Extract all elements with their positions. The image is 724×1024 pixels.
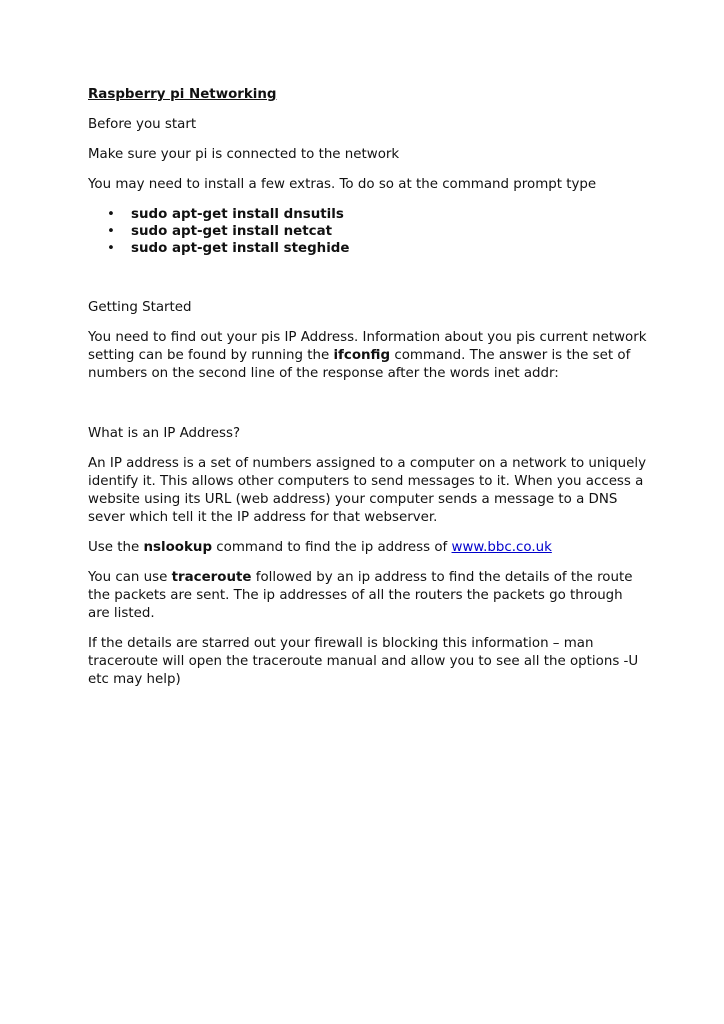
command-item: • sudo apt-get install steghide	[131, 240, 648, 257]
before-start-text: Before you start	[88, 117, 197, 132]
traceroute-text-end: followed by an ip address to find the details of the route the packets are sent. The ip addresses of all the routers the packets go through are listed.	[88, 570, 633, 621]
document-body	[88, 86, 648, 701]
getting-started-heading: Getting Started	[88, 300, 192, 315]
nslookup-text-end: command to find the ip address of	[212, 540, 452, 555]
nslookup-command: nslookup	[143, 540, 213, 555]
connected-text: Make sure your pi is connected to the network	[88, 147, 400, 162]
getting-started-text-end: command. The answer is the set of numbers on the second line of the response after the words inet addr:	[88, 348, 631, 381]
install-intro-text: You may need to install a few extras. To do so at the command prompt type	[88, 177, 597, 192]
nslookup-paragraph	[88, 539, 648, 557]
command-list	[88, 206, 648, 257]
traceroute-paragraph	[88, 569, 648, 623]
traceroute-text: You can use	[88, 570, 172, 585]
command-item: • sudo apt-get install netcat	[131, 223, 648, 240]
firewall-paragraph: If the details are starred out your firewall is blocking this information – man traceroute will open the traceroute manual and allow you to see all the options -U etc may help)	[88, 636, 639, 687]
getting-started-text: You need to find out your pis IP Address. Information about you pis current network setting can be found by running the	[88, 330, 647, 363]
page-title: Raspberry pi Networking	[88, 87, 277, 102]
traceroute-command: traceroute	[171, 570, 252, 585]
command-item: • sudo apt-get install dnsutils	[131, 206, 648, 223]
nslookup-text: Use the	[88, 540, 144, 555]
bbc-link[interactable]: www.bbc.co.uk	[451, 540, 552, 555]
spacer	[88, 395, 648, 425]
spacer	[88, 269, 648, 299]
ip-address-paragraph: An IP address is a set of numbers assigned to a computer on a network to uniquely identify it. This allows other computers to send messages to it. When you access a website using its URL (web address) your computer sends a message to a DNS sever which tell it the IP address for that webserver.	[88, 456, 646, 525]
getting-started-paragraph	[88, 329, 648, 383]
ifconfig-command: ifconfig	[333, 348, 391, 363]
ip-address-heading: What is an IP Address?	[88, 426, 241, 441]
